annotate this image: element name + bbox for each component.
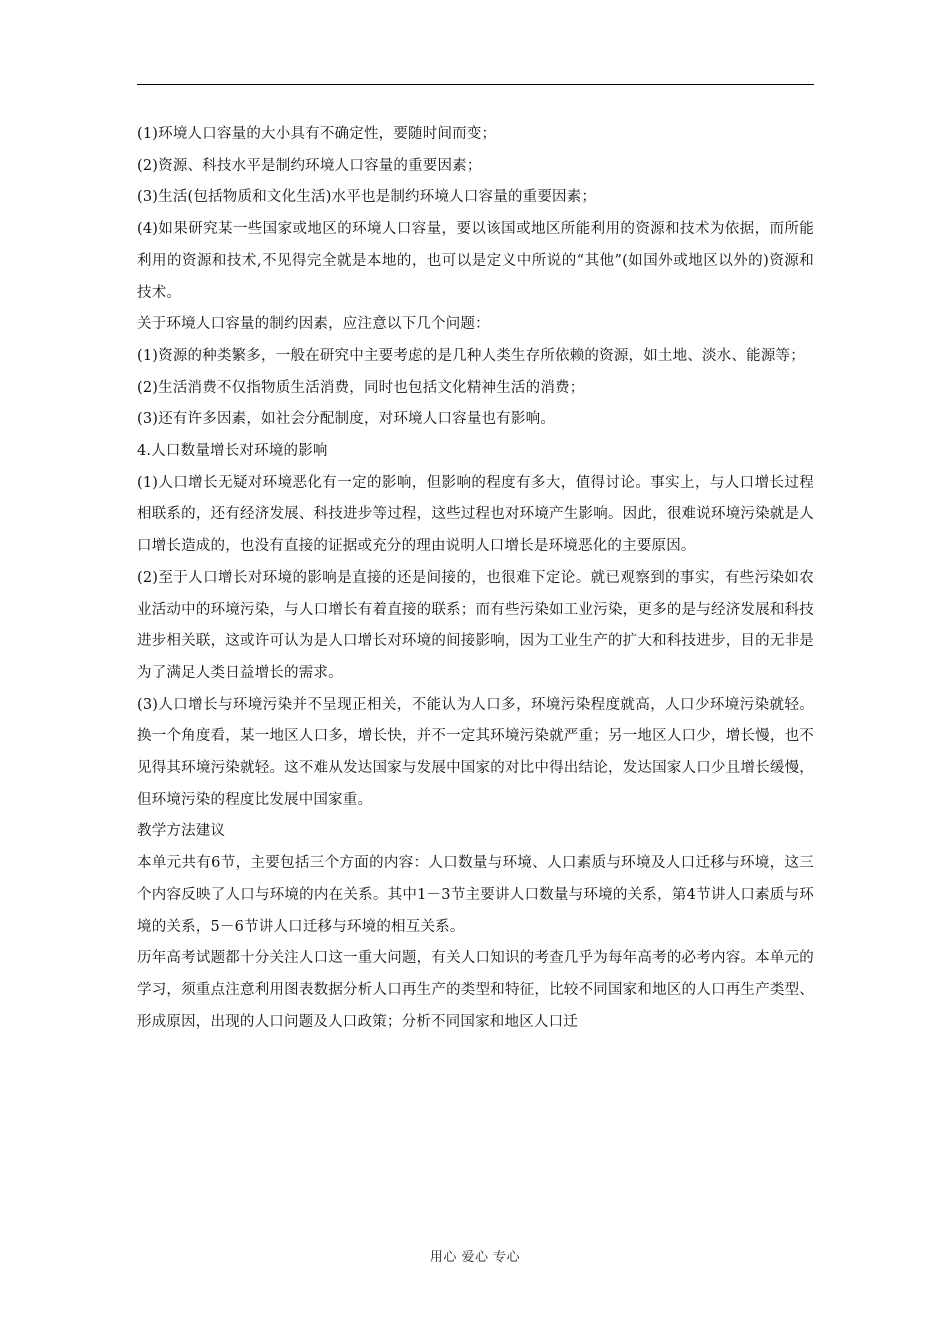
paragraph-constraints-intro: 关于环境人口容量的制约因素，应注意以下几个问题： — [137, 316, 490, 333]
paragraph-capacity-living: (3)生活(包括物质和文化生活)水平也是制约环境人口容量的重要因素； — [137, 189, 597, 206]
page-footer: 用心 爱心 专心 — [429, 1250, 521, 1265]
paragraph-constraint-consumption: (2)生活消费不仅指物质生活消费，同时也包括文化精神生活的消费； — [137, 379, 585, 396]
paragraph-growth-impact-1: (1)人口增长无疑对环境恶化有一定的影响，但影响的程度有多大，值得讨论。事实上，与人口增长过程相联系的，还有经济发展、科技进步等过程，这些过程也对环境产生影响。因此，很难说环境污染就是人口增长造成的，也没有直接的证据或充分的理由说明人口增长是环境恶化的主要原因。 — [137, 474, 814, 555]
paragraph-constraint-other: (3)还有许多因素，如社会分配制度，对环境人口容量也有影响。 — [137, 411, 556, 428]
paragraph-capacity-resources: (2)资源、科技水平是制约环境人口容量的重要因素； — [137, 157, 482, 174]
paragraph-unit-overview: 本单元共有6节，主要包括三个方面的内容：人口数量与环境、人口素质与环境及人口迁移与环境，这三个内容反映了人口与环境的内在关系。其中1－3节主要讲人口数量与环境的关系，第4节讲人口素质与环境的关系，5－6节讲人口迁移与环境的相互关系。 — [137, 855, 814, 935]
paragraph-constraint-resources: (1)资源的种类繁多，一般在研究中主要考虑的是几种人类生存所依赖的资源，如土地、淡水、能源等； — [137, 347, 805, 364]
section-heading-teaching-methods: 教学方法建议 — [137, 823, 226, 840]
paragraph-exam-focus: 历年高考试题都十分关注人口这一重大问题，有关人口知识的考查几乎为每年高考的必考内容。本单元的学习，须重点注意利用图表数据分析人口再生产的类型和特征，比较不同国家和地区的人口再生产类型、形成原因，出现的人口问题及人口政策；分析不同国家和地区人口迁 — [137, 950, 814, 1030]
paragraph-growth-impact-3: (3)人口增长与环境污染并不呈现正相关，不能认为人口多，环境污染程度就高，人口少环境污染就轻。换一个角度看，某一地区人口多，增长快，并不一定其环境污染就严重；另一地区人口少，增长慢，也不见得其环境污染就轻。这不难从发达国家与发展中国家的对比中得出结论，发达国家人口少且增长缓慢，但环境污染的程度比发展中国家重。 — [137, 696, 814, 808]
paragraph-growth-impact-2: (2)至于人口增长对环境的影响是直接的还是间接的，也很难下定论。就已观察到的事实，有些污染如农业活动中的环境污染，与人口增长有着直接的联系；而有些污染如工业污染，更多的是与经济发展和科技进步相关联，这或许可认为是人口增长对环境的间接影响，因为工业生产的扩大和科技进步，目的无非是为了满足人类日益增长的需求。 — [137, 569, 814, 681]
paragraph-capacity-uncertainty: (1)环境人口容量的大小具有不确定性，要随时间而变； — [137, 126, 497, 142]
section-heading-growth-impact: 4.人口数量增长对环境的影响 — [137, 443, 328, 460]
document-body — [137, 119, 814, 1038]
header-rule — [137, 84, 814, 85]
paragraph-capacity-research: (4)如果研究某一些国家或地区的环境人口容量，要以该国或地区所能利用的资源和技术为依据，而所能利用的资源和技术,不见得完全就是本地的，也可以是定义中所说的“其他”(如国外或地区以外的)资源和技术。 — [137, 221, 814, 301]
